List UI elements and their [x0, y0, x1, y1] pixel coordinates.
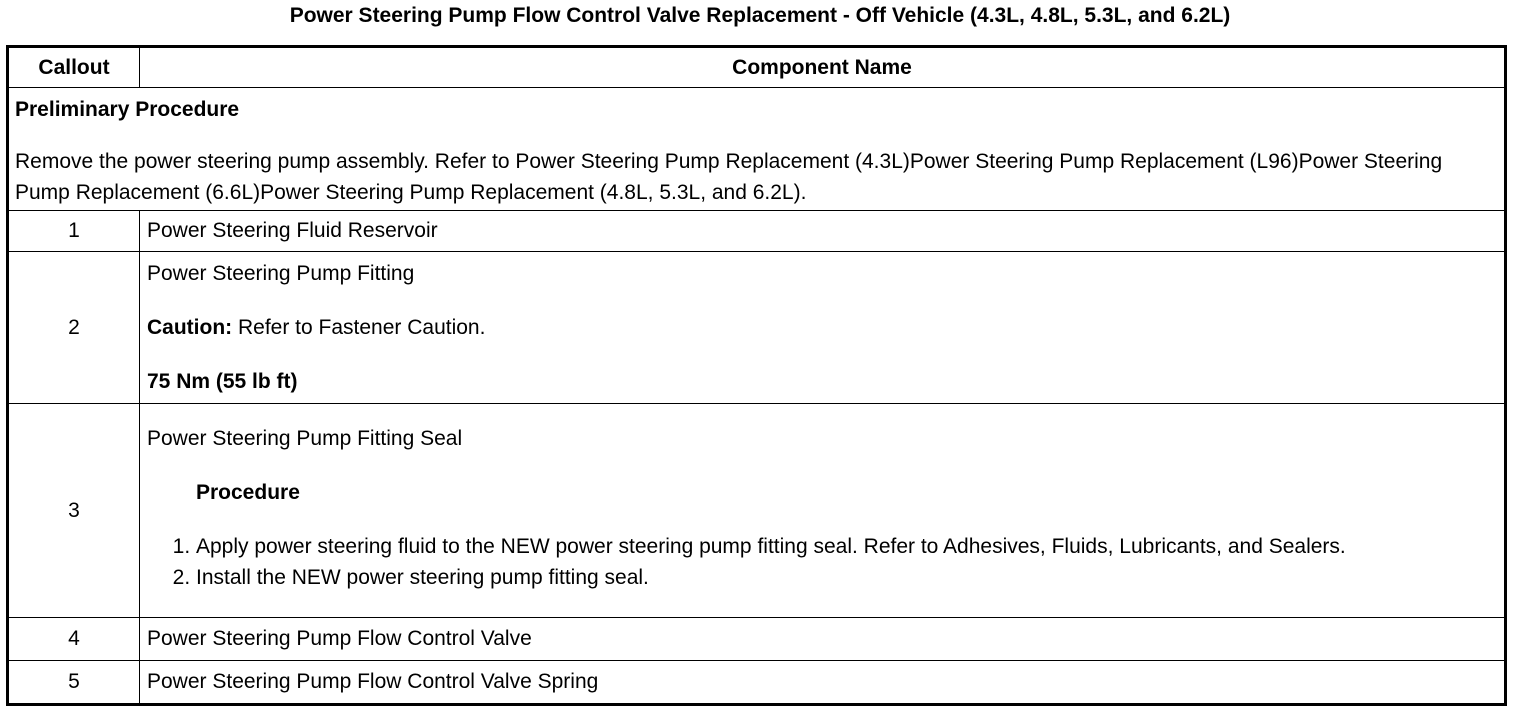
preliminary-heading: Preliminary Procedure	[15, 98, 240, 121]
component-name-cell: Power Steering Fluid Reservoir	[140, 211, 1506, 252]
component-name: Power Steering Pump Fitting Seal	[147, 426, 463, 450]
table-row	[8, 252, 1506, 404]
procedure-heading: Procedure	[196, 480, 300, 504]
header-component-name: Component Name	[140, 47, 1506, 88]
procedure-steps	[147, 531, 1498, 593]
table-row	[8, 618, 1506, 661]
torque-spec: 75 Nm (55 lb ft)	[147, 369, 298, 393]
component-name-cell: Power Steering Pump Flow Control Valve Spring	[140, 661, 1506, 705]
document-title: Power Steering Pump Flow Control Valve Replacement - Off Vehicle (4.3L, 4.8L, 5.3L, and 6.2L)	[289, 4, 1231, 27]
caution-text: Refer to Fastener Caution.	[232, 315, 486, 339]
procedure-step: 2. Install the NEW power steering pump fitting seal.	[196, 562, 1498, 593]
header-callout: Callout	[8, 47, 140, 88]
preliminary-cell	[8, 88, 1506, 211]
table-row	[8, 404, 1506, 618]
preliminary-text: Remove the power steering pump assembly. Refer to Power Steering Pump Replacement (4.3L)Power Steering Pump Replacement (L96)Power Steering Pump Replacement (6.6L)Power Steering Pump Replacement (4.8L, 5.3L, and 6.2L).	[15, 150, 1443, 204]
component-name-cell	[140, 404, 1506, 618]
preliminary-row	[8, 88, 1506, 211]
callout-cell: 1	[8, 211, 140, 252]
callout-cell: 2	[8, 252, 140, 404]
callout-cell: 4	[8, 618, 140, 661]
callout-cell: 3	[8, 404, 140, 618]
component-name-cell: Power Steering Pump Flow Control Valve	[140, 618, 1506, 661]
table-row	[8, 661, 1506, 705]
procedure-step: 1. Apply power steering fluid to the NEW power steering pump fitting seal. Refer to Adhesives, Fluids, Lubricants, and Sealers.	[196, 531, 1498, 562]
component-name: Power Steering Pump Fitting	[147, 261, 415, 285]
caution-label: Caution:	[147, 315, 233, 339]
table-row	[8, 211, 1506, 252]
component-table	[6, 45, 1507, 706]
table-header-row	[8, 47, 1506, 88]
component-name-cell	[140, 252, 1506, 404]
callout-cell: 5	[8, 661, 140, 705]
caution-note	[147, 314, 1498, 342]
